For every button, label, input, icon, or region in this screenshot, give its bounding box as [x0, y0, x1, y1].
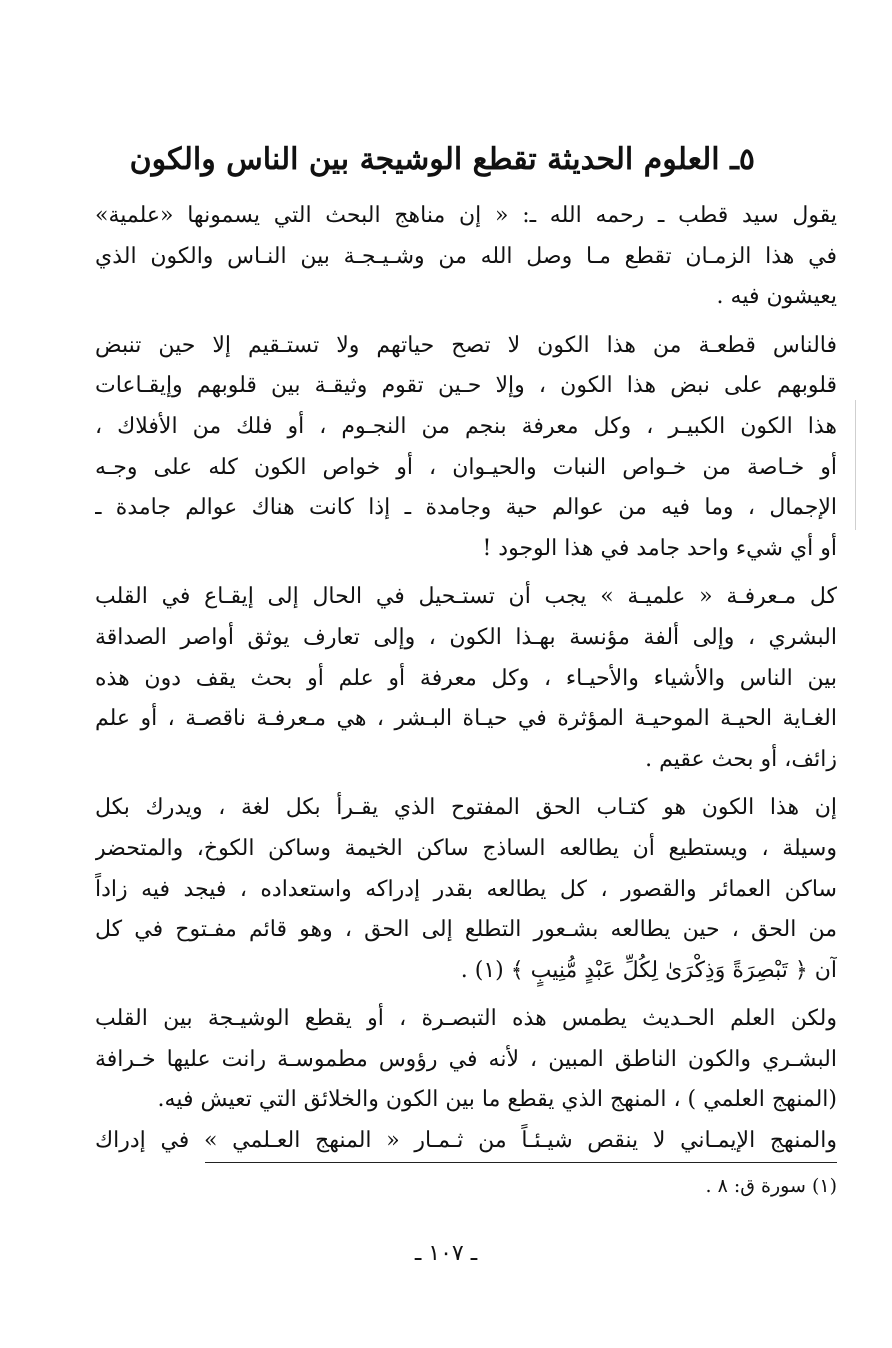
- text-line: آن ﴿ تَبْصِرَةً وَذِكْرَىٰ لِكُلِّ عَبْدٍ مُّنِيبٍ ﴾ (١) .: [460, 957, 837, 983]
- text-line: يعيشون فيه .: [716, 284, 837, 310]
- text-line: في هذا الزمـان تقطع مـا وصل الله من وشـيـجـة بين النـاس والكون الذي: [95, 243, 837, 269]
- text-line: إن هذا الكون هو كتـاب الحق المفتوح الذي يقـرأ بكل لغة ، ويدرك بكل: [95, 795, 837, 821]
- paragraph-2: [95, 326, 837, 570]
- text-line: الغـاية الحيـة الموحيـة المؤثرة في حيـاة البـشر ، هي مـعرفـة ناقصـة ، أو علم: [95, 706, 837, 732]
- text-line: أو خـاصة من خـواص النبات والحيـوان ، أو خواص الكون كله على وجـه: [95, 454, 837, 480]
- section-heading: ٥ـ العلوم الحديثة تقطع الوشيجة بين الناس والكون: [129, 142, 755, 177]
- footnote: (١) سورة ق: ٨ .: [705, 1175, 837, 1197]
- text-line: ساكن العمائر والقصور ، كل يطالعه بقدر إدراكه واستعداده ، فيجد فيه زاداً: [95, 876, 837, 902]
- text-line: أو أي شيء واحد جامد في هذا الوجود !: [482, 535, 837, 561]
- text-line: (المنهج العلمي ) ، المنهج الذي يقطع ما بين الكون والخلائق التي تعيش فيه.: [157, 1087, 837, 1113]
- text-line: وسيلة ، ويستطيع أن يطالعه الساذج ساكن الخيمة وساكن الكوخ، والمتحضر: [95, 835, 837, 861]
- text-line: البشـري والكون الناطق المبين ، لأنه في رؤوس مطموسـة رانت عليها خـرافة: [95, 1046, 837, 1072]
- paragraph-6: [95, 1121, 837, 1162]
- paragraph-1: [95, 196, 837, 318]
- text-line: قلوبهم على نبض هذا الكون ، وإلا حـين تقوم وثيقـة بين قلوبهم وإيقـاعات: [95, 373, 837, 399]
- text-line: كل مـعرفـة « علميـة » يجب أن تستـحيل في الحال إلى إيقـاع في القلب: [95, 584, 837, 610]
- paragraph-4: [95, 788, 837, 991]
- margin-mark: [855, 400, 856, 530]
- text-line: هذا الكون الكبيـر ، وكل معرفة بنجم من النجـوم ، أو فلك من الأفلاك ،: [95, 413, 837, 439]
- text-line: من الحق ، حين يطالعه بشـعور التطلع إلى الحق ، وهو قائم مفـتوح في كل: [95, 917, 837, 943]
- text-line: يقول سيد قطب ـ رحمه الله ـ: « إن مناهج البحث التي يسمونها «علمية»: [95, 203, 837, 228]
- footnote-divider: [205, 1162, 837, 1163]
- text-line: زائف، أو بحث عقيم .: [645, 746, 837, 772]
- text-line: والمنهج الإيمـاني لا ينقص شيـئـاً من ثـمـار « المنهج العـلمي » في إدراك: [95, 1128, 837, 1154]
- text-line: البشري ، وإلى ألفة مؤنسة بهـذا الكون ، وإلى تعارف يوثق أواصر الصداقة: [95, 624, 837, 650]
- text-line: بين الناس والأشياء والأحيـاء ، وكل معرفة أو علم أو بحث يقف دون هذه: [95, 665, 837, 691]
- text-line: ولكن العلم الحـديث يطمس هذه التبصـرة ، أو يقطع الوشيـجة بين القلب: [95, 1006, 837, 1032]
- page-number: ـ ١٠٧ ـ: [414, 1241, 478, 1266]
- text-line: فالناس قطعـة من هذا الكون لا تصح حياتهم ولا تستـقيم إلا حين تنبض: [95, 332, 837, 358]
- text-line: الإجمال ، وما فيه من عوالم حية وجامدة ـ إذا كانت هناك عوالم جامدة ـ: [95, 495, 837, 521]
- paragraph-3: [95, 577, 837, 780]
- paragraph-5: [95, 999, 837, 1121]
- body-text: [95, 196, 837, 1162]
